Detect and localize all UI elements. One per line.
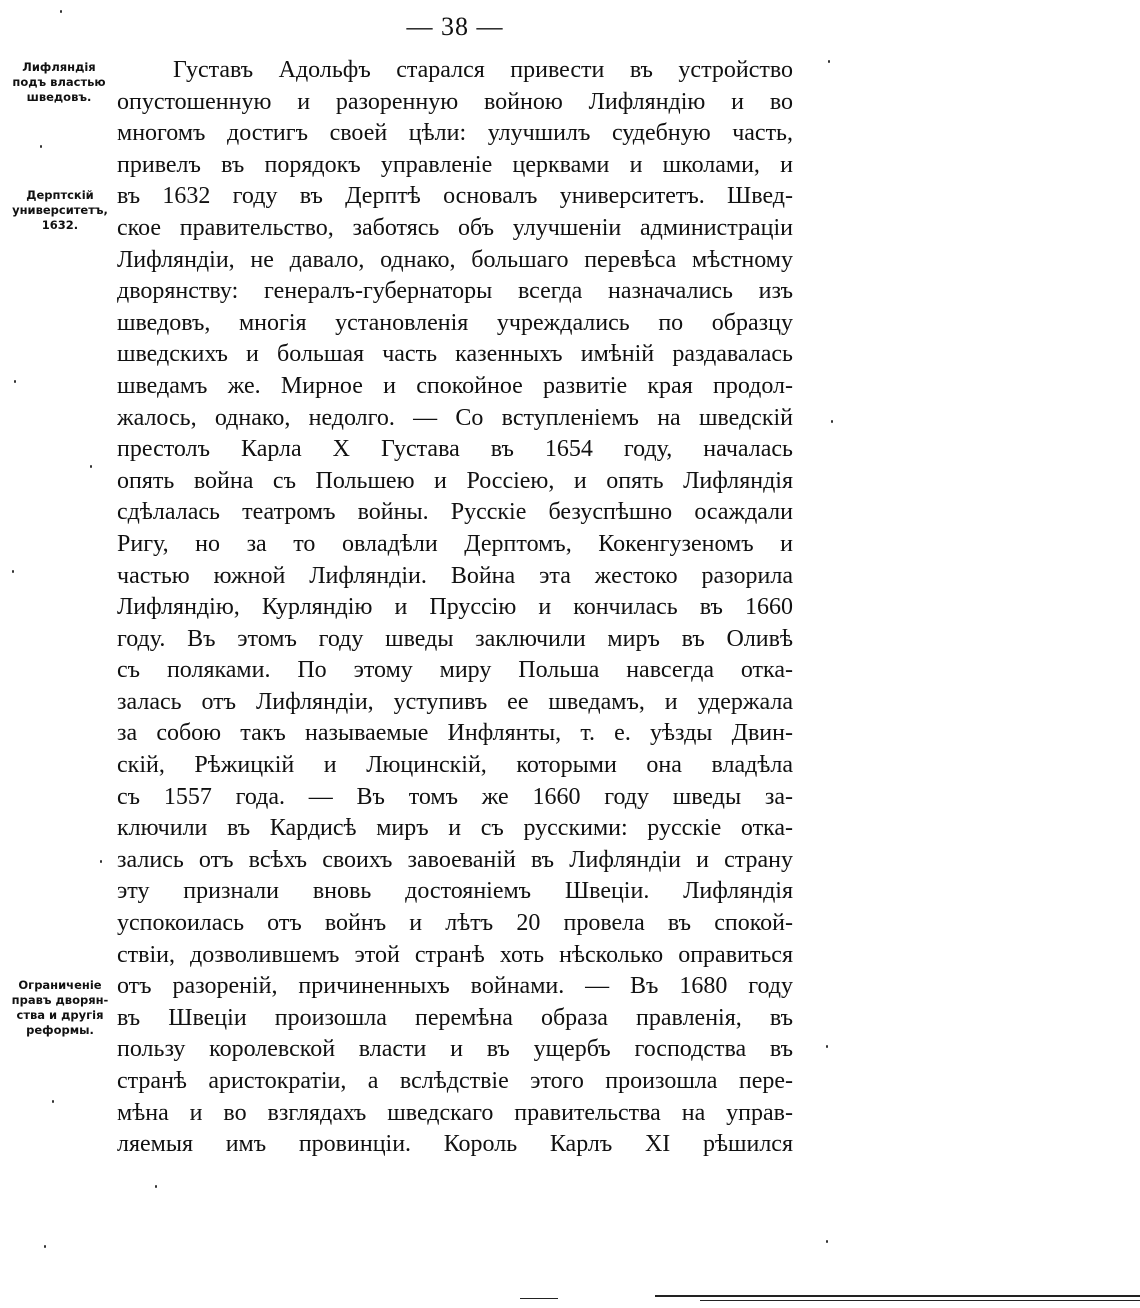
text-line: шведскихъ и большая часть казенныхъ имѣній раздавалась: [117, 341, 793, 368]
text-line: ствіи, дозволившемъ этой странѣ хоть нѣсколько оправиться: [117, 941, 793, 968]
text-line: дворянству: генералъ-губернаторы всегда назначались изъ: [117, 278, 793, 305]
text-line: успокоилась отъ войнъ и лѣтъ 20 провела въ спокой-: [117, 910, 793, 937]
scan-speck: [44, 1245, 46, 1248]
text-line: залась отъ Лифляндіи, уступивъ ее шведамъ, и удержала: [117, 688, 793, 715]
text-line: престолъ Карла X Густава въ 1654 году, началась: [117, 436, 793, 463]
scan-edge-rule: [520, 1298, 558, 1299]
text-line: зались отъ всѣхъ своихъ завоеваній въ Лифляндіи и страну: [117, 846, 793, 873]
scan-speck: [12, 570, 14, 573]
text-line: въ 1632 году въ Дерптѣ основалъ университетъ. Швед-: [117, 183, 793, 210]
margin-note-livonia-under-swedes: Лифляндія подъ властью шведовъ.: [12, 60, 106, 104]
scan-speck: [828, 60, 830, 63]
text-line: скій, Рѣжицкій и Люцинскій, которыми она владѣла: [117, 752, 793, 779]
scan-speck: [14, 380, 16, 383]
text-line: шведамъ же. Мирное и спокойное развитіе края продол-: [117, 372, 793, 399]
text-line: отъ разореній, причиненныхъ войнами. — Въ 1680 году: [117, 973, 793, 1000]
text-line: Лифляндію, Курляндію и Пруссію и кончилась въ 1660: [117, 594, 793, 621]
margin-note-nobility-restrictions: Ограниченіе правъ дворян- ства и другія реформы.: [11, 978, 109, 1037]
scan-edge-rule: [655, 1295, 1140, 1297]
text-line: ляемыя имъ провинціи. Король Карлъ XI рѣшился: [117, 1131, 793, 1158]
scan-speck: [52, 1100, 54, 1103]
text-line: съ поляками. По этому миру Польша навсегда отка-: [117, 657, 793, 684]
text-line: жалось, однако, недолго. — Со вступленіемъ на шведскій: [117, 404, 793, 431]
text-line: году. Въ этомъ году шведы заключили миръ въ Оливѣ: [117, 625, 793, 652]
scan-speck: [60, 10, 62, 13]
text-line: странѣ аристократіи, а вслѣдствіе этого произошла пере-: [117, 1068, 793, 1094]
text-line: за собою такъ называемые Инфлянты, т. е. уѣзды Двин-: [117, 720, 793, 747]
text-line: Лифляндіи, не давало, однако, большаго перевѣса мѣстному: [117, 246, 793, 273]
text-line: Густавъ Адольфъ старался привести въ устройство: [173, 57, 793, 83]
text-line: многомъ достигъ своей цѣли: улучшилъ судебную часть,: [117, 120, 793, 147]
scan-speck: [826, 1240, 828, 1243]
text-line: опять война съ Польшею и Россіею, и опять Лифляндія: [117, 467, 793, 494]
scan-speck: [40, 145, 42, 148]
text-line: опустошенную и разоренную войною Лифляндію и во: [117, 88, 793, 115]
text-line: Ригу, но за то овладѣли Дерптомъ, Кокенгузеномъ и: [117, 530, 793, 557]
text-line: съ 1557 года. — Въ томъ же 1660 году шведы за-: [117, 783, 793, 810]
text-line: сдѣлалась театромъ войны. Русскіе безуспѣшно осаждали: [117, 499, 793, 526]
text-line: эту признали вновь достояніемъ Швеціи. Лифляндія: [117, 878, 793, 905]
margin-note-dorpat-university: Дерптскій университетъ, 1632.: [12, 188, 108, 232]
body-text: [117, 55, 793, 1161]
text-line: въ Швеціи произошла перемѣна образа правленія, въ: [117, 1004, 793, 1031]
text-line: ключили въ Кардисѣ миръ и съ русскими: русскіе отка-: [117, 815, 793, 842]
scan-speck: [826, 1045, 828, 1048]
scan-speck: [831, 420, 833, 423]
text-line: шведовъ, многія установленія учреждались по образцу: [117, 309, 793, 336]
scan-speck: [100, 860, 102, 863]
text-line: мѣна и во взглядахъ шведскаго правительства на управ-: [117, 1099, 793, 1126]
text-line: привелъ въ порядокъ управленіе церквами и школами, и: [117, 151, 793, 178]
text-line: частью южной Лифляндіи. Война эта жестоко разорила: [117, 562, 793, 589]
text-line: пользу королевской власти и въ ущербъ господства въ: [117, 1036, 793, 1063]
scan-edge-rule: [700, 1300, 1140, 1301]
scan-speck: [90, 465, 92, 468]
text-line: ское правительство, заботясь объ улучшеніи администраціи: [117, 214, 793, 241]
scan-speck: [155, 1185, 157, 1188]
page-number: — 38 —: [406, 12, 504, 41]
